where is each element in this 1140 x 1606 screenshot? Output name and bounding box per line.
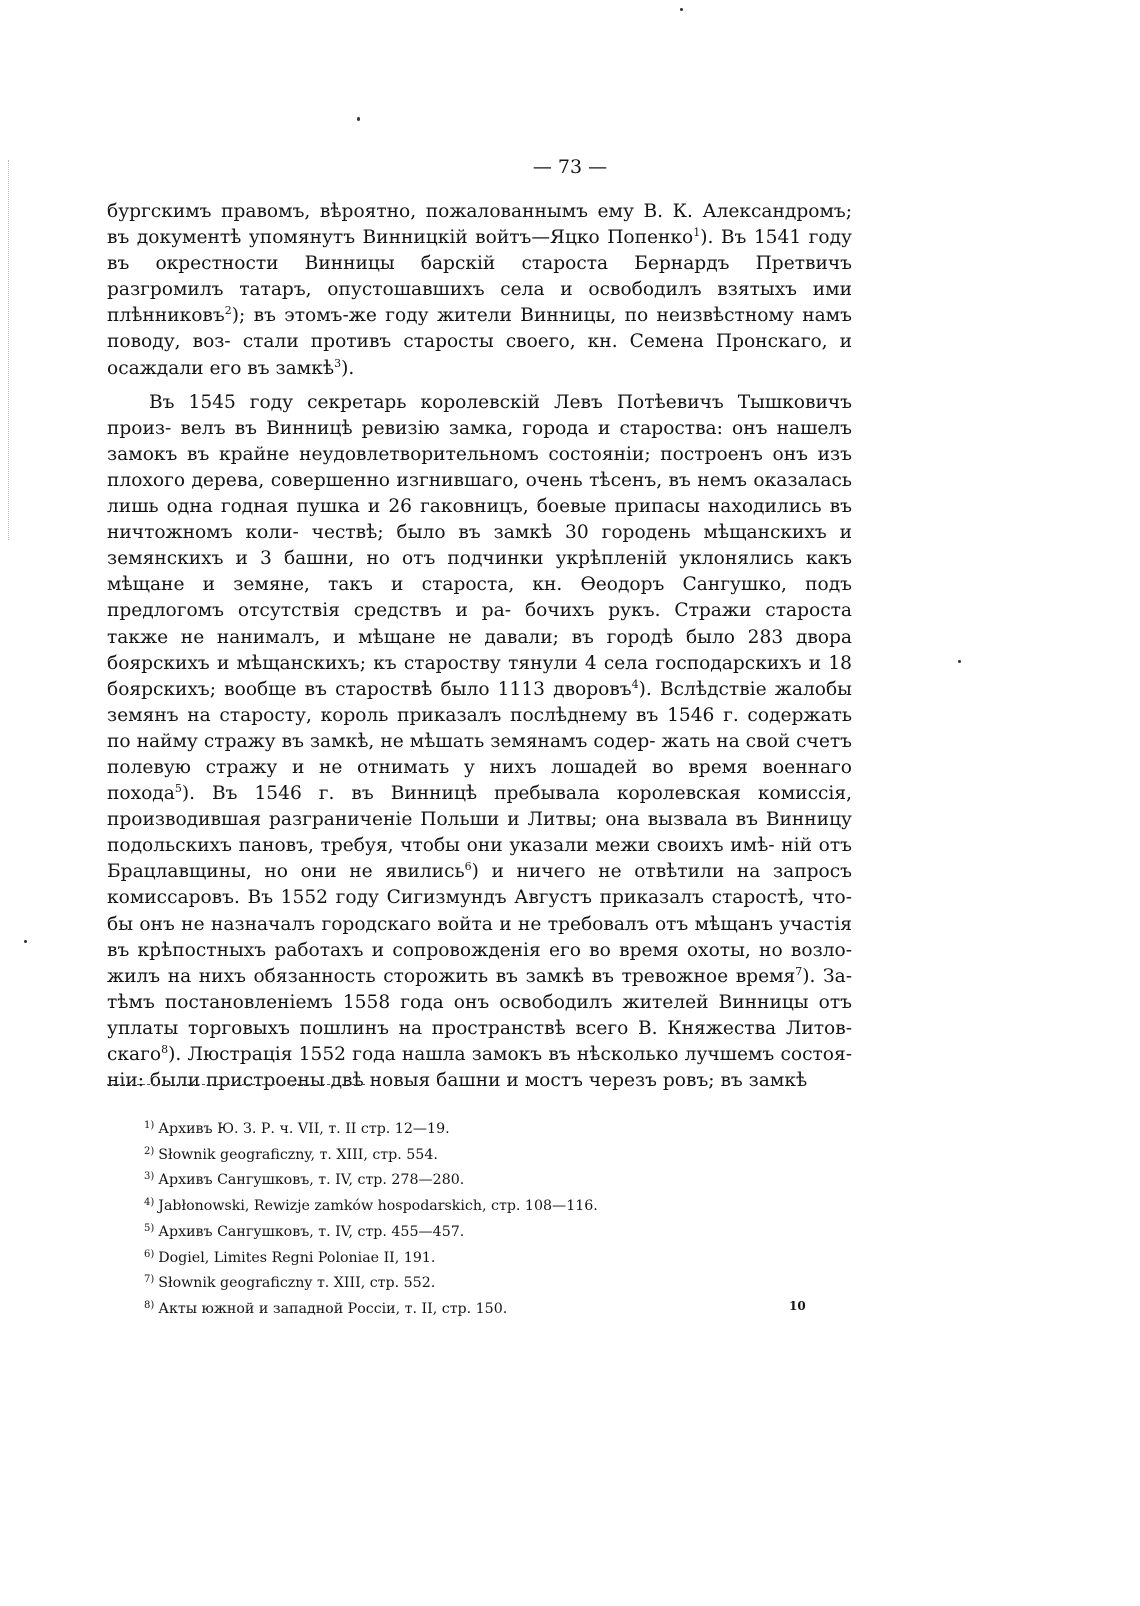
text-line: староста, кн. Ѳеодоръ Сангушко, подъ предлогомъ отсутствія средствъ и ра- (107, 574, 852, 622)
footnote-mark: 8) (144, 1299, 155, 1311)
footnote-ref: 5 (174, 782, 182, 796)
footnote (144, 1166, 764, 1192)
text-line: окрестности Винницы барскій староста Бернардъ Претвичъ разгромилъ (107, 253, 852, 301)
text-line: ній отъ Брацлавщины, но они не явились (107, 835, 852, 883)
text-line: Винницу подольскихъ пановъ, требуя, чтобы они указали межи своихъ имѣ- (107, 809, 852, 857)
footnote-ref: 1 (693, 226, 701, 240)
footnote (144, 1218, 764, 1244)
footnote-mark: 2) (144, 1145, 155, 1157)
text-line: ). (638, 678, 652, 700)
footnote-text: Dogiel, Limites Regni Poloniae II, 191. (158, 1249, 436, 1266)
text-line: Вслѣдствіе жалобы земянъ на старосту, король приказалъ послѣднему въ (107, 678, 852, 726)
footnote-separator (107, 1084, 365, 1085)
footnote (144, 1141, 764, 1167)
footnote-text: Słownik geograficzny, т. XIII, стр. 554. (158, 1146, 438, 1163)
footnote (144, 1269, 764, 1295)
text-line: въ городѣ было 283 двора боярскихъ и мѣщанскихъ; къ староству тянули 4 (107, 626, 852, 674)
footnote-ref: 3 (334, 356, 342, 370)
text-line: комиссія, производившая разграниченіе Польши и Литвы; она вызвала въ (107, 783, 852, 831)
text-line: время военнаго похода (107, 756, 852, 805)
text-line: ). Въ 1546 г. въ Винницѣ пребывала королевская (181, 783, 741, 805)
footnote-text: Архивъ Сангушковъ, т. IV, стр. 278—280. (158, 1172, 465, 1189)
signature-mark: 10 (789, 1299, 806, 1313)
footnote-mark: 4) (144, 1197, 155, 1209)
text-line: чествѣ; было въ замкѣ 30 городень мѣщанскихъ и земянскихъ и 3 башни, (107, 522, 852, 570)
text-line: замкѣ (275, 357, 335, 379)
footnote-text: Słownik geograficzny т. XIII, стр. 552. (158, 1275, 436, 1292)
paragraph (107, 390, 852, 1095)
scan-speck (680, 8, 683, 11)
scan-speck (357, 117, 360, 121)
scan-speck (958, 660, 961, 663)
text-line: уплаты торговыхъ пошлинъ на пространствѣ всего В. Княжества Литов- (107, 1017, 852, 1039)
footnote-ref: 4 (631, 677, 639, 691)
text-line: Въ 1545 году секретарь королевскій Левъ Потѣевичъ Тышковичъ произ- (107, 391, 852, 439)
scan-speck (24, 940, 27, 943)
text-line: ніи: были пристроены двѣ новыя башни и мостъ черезъ ровъ; въ замкѣ (107, 1070, 808, 1092)
footnote-text: Архивъ Ю. З. Р. ч. VII, т. II стр. 12—19. (158, 1121, 450, 1137)
text-line: ). Люстрація 1552 года нашла замокъ въ нѣсколько лучшемъ состоя- (168, 1044, 852, 1065)
text-line: бургскимъ правомъ, вѣроятно, пожалованнымъ ему В. К. Александромъ; въ (107, 201, 852, 249)
text-line: бочихъ рукъ. Стражи староста также не нанималъ, и мѣщане не давали; (107, 600, 852, 648)
text-line: стали противъ старосты своего, кн. Семена Пронскаго, и осаждали его въ (107, 331, 852, 379)
footnote-mark: 6) (144, 1248, 155, 1260)
text-line: въ крѣпостныхъ работахъ и сопровожденія его во время охоты, но возло- (107, 939, 852, 961)
page-number: — 73 — (532, 156, 608, 178)
footnote-text: Акты южной и западной Россіи, т. II, стр. 150. (158, 1300, 508, 1317)
text-line: тѣмъ постановленіемъ 1558 года онъ освободилъ жителей Винницы отъ (107, 991, 852, 1013)
footnote-text: Jabłonowski, Rewizje zamków hospodarskich, стр. 108—116. (158, 1198, 598, 1215)
text-line: велъ въ Винницѣ ревизію замка, города и староства: онъ нашелъ замокъ въ (107, 417, 852, 465)
text-line: жать на свой счетъ полевую стражу и не отнимать у нихъ лошадей во (107, 730, 852, 778)
footnotes (144, 1115, 764, 1321)
scan-edge-artifact (8, 160, 10, 540)
main-text (107, 199, 852, 1094)
text-line: документѣ упомянутъ Винницкій войтъ—Яцко Попенко (136, 227, 694, 249)
footnote (144, 1244, 764, 1270)
text-line: 1546 г. содержать по найму стражу въ замкѣ, не мѣшать земянамъ содер- (107, 704, 852, 752)
text-line: бы онъ не назначалъ городскаго войта и не требовалъ отъ мѣщанъ участія (107, 913, 852, 935)
text-line: ); (231, 305, 246, 327)
footnote (144, 1192, 764, 1218)
footnote-ref: 7 (795, 964, 803, 978)
text-line: но отъ подчинки укрѣпленій уклонялись какъ мѣщане и земяне, такъ и (107, 548, 852, 596)
text-line: въ этомъ-же году жители Винницы, по неизвѣстному намъ поводу, воз- (107, 305, 852, 353)
footnote-mark: 7) (144, 1274, 155, 1286)
footnote-ref: 8 (161, 1043, 169, 1056)
text-line: ). (341, 357, 355, 379)
text-line: скаго (107, 1044, 162, 1065)
footnote-mark: 1) (144, 1120, 155, 1131)
footnote-mark: 3) (144, 1171, 155, 1183)
text-line: села господарскихъ и 18 боярскихъ; вообще въ староствѣ было 1113 дворовъ (107, 652, 852, 700)
text-line: пушка и 26 гаковницъ, боевые припасы находились въ ничтожномъ коли- (107, 496, 852, 544)
paragraph (107, 199, 852, 382)
footnote-text: Архивъ Сангушковъ, т. IV, стр. 455—457. (158, 1223, 465, 1240)
text-line: ). Въ 1541 году въ (107, 227, 852, 275)
text-line: крайне неудовлетворительномъ состояніи; построенъ онъ изъ плохого дерева, (107, 443, 853, 491)
text-line: комиссаровъ. Въ 1552 году Сигизмундъ Августъ приказалъ старостѣ, что- (107, 887, 852, 909)
footnote-ref: 2 (224, 304, 232, 318)
footnote (144, 1115, 764, 1141)
footnote (144, 1295, 764, 1321)
footnote-mark: 5) (144, 1222, 155, 1234)
text-line: совершенно изгнившаго, очень тѣсенъ, въ немъ оказалась лишь одна годная (107, 469, 852, 518)
text-line: ). За- (802, 965, 853, 987)
footnote-ref: 6 (464, 860, 472, 874)
text-line: татаръ, опустошавшихъ села и освободилъ взятыхъ ими плѣнниковъ (107, 279, 852, 327)
text-line: жилъ на нихъ обязанность сторожить въ замкѣ въ тревожное время (107, 965, 796, 987)
text-line: ) и ничего не отвѣтили на запросъ (471, 861, 852, 883)
